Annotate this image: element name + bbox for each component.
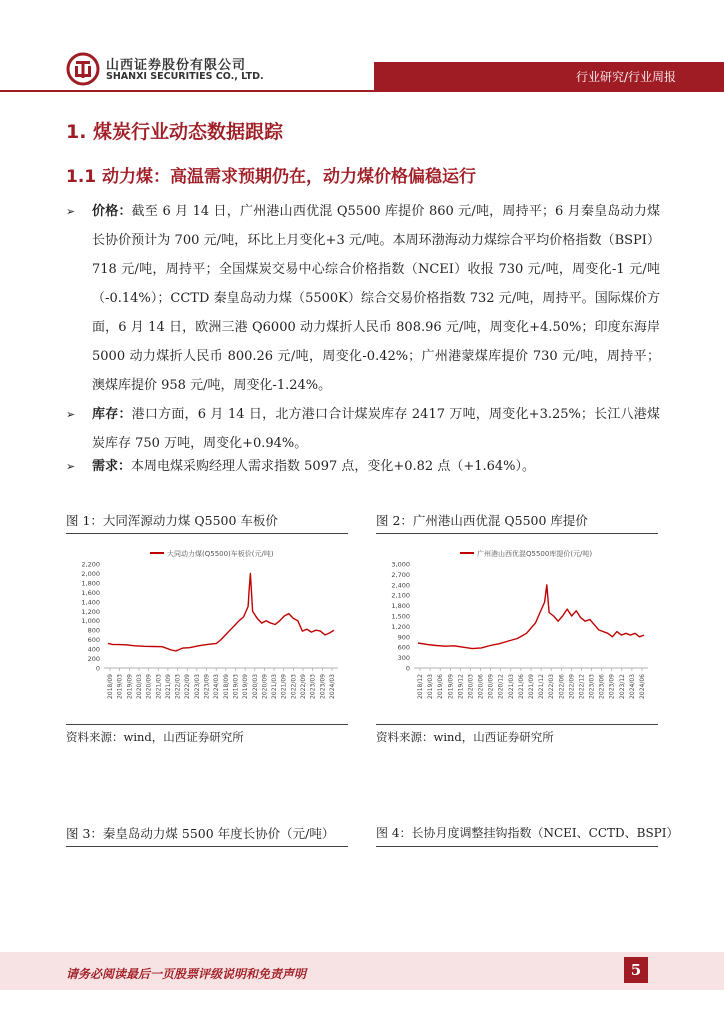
chart-1-x-tick: 2018/09	[107, 674, 114, 699]
chart-1-x-tick: 2020/03	[251, 674, 259, 699]
chart-2-x-tick: 2023/03	[588, 674, 596, 699]
chart-1-x-tick: 2021/03	[155, 674, 163, 699]
chart-2-x-tick: 2023/06	[598, 674, 606, 699]
figure-1-source: 资料来源：wind，山西证券研究所	[66, 730, 244, 744]
company-logo	[66, 52, 266, 86]
chart-1-x-tick: 2023/09	[203, 674, 211, 699]
bullet-price-text: 截至 6 月 14 日，广州港山西优混 Q5500 库提价 860 元/吨，周持平；6 月秦皇岛动力煤长协价预计为 700 元/吨，环比上月变化+3 元/吨。本周环渤海动力煤综合平均价格指数（BSPI）718 元/吨，周持平；全国煤炭交易中心综合价格指数（NCEI）收报 730 元/吨，周变化-1 元/吨（-0.14%）；CCTD 秦皇岛动力煤（5500K）综合交易价格指数 732 元/吨，周持平。国际煤价方面，6 月 14 日，欧洲三港 Q6000 动力煤折人民币 808.96 元/吨，周变化+4.50%；印度东海岸 5000 动力煤折人民币 800.26 元/吨，周变化-0.42%；广州港蒙煤库提价 730 元/吨，周持平；澳煤库提价 958 元/吨，周变化-1.24%。	[92, 204, 660, 393]
chart-2-x-tick: 2020/09	[487, 674, 495, 699]
chart-2-x-tick: 2018/12	[417, 674, 424, 699]
chart-2-x-tick: 2021/06	[517, 674, 525, 699]
chart-1-x-tick: 2024/03	[213, 674, 221, 699]
chart-1-svg	[66, 538, 348, 718]
figure-1-bottom-rule	[66, 724, 348, 725]
chart-1-x-tick: 2019/09	[126, 674, 134, 699]
chart-1-y-tick: 1,400	[81, 598, 100, 607]
bullet-inventory-label: 库存：	[92, 407, 132, 422]
chart-1-x-tick: 2022/03	[174, 674, 182, 699]
chart-2-y-tick: 300	[397, 654, 410, 663]
chart-1-y-tick: 1,600	[81, 588, 100, 597]
chart-1-x-tick: 2022/03	[290, 674, 298, 699]
bullet-demand	[66, 452, 660, 481]
figure-1-top-rule	[66, 533, 348, 534]
chart-1-x-tick: 2023/09	[319, 674, 327, 699]
chart-1-x-tick: 2022/09	[184, 674, 192, 699]
chart-2-x-tick: 2023/09	[608, 674, 616, 699]
bullet-arrow-icon: ➢	[66, 205, 76, 218]
chart-1-x-tick: 2020/03	[135, 674, 143, 699]
chart-2-legend-label: 广州港山西优混Q5500库提价(元/吨)	[477, 550, 593, 558]
chart-2-x-tick: 2021/03	[507, 674, 515, 699]
chart-2-svg	[376, 538, 658, 718]
figure-1-caption: 图 1：大同浑源动力煤 Q5500 车板价	[66, 513, 278, 528]
chart-2-x-tick: 2023/12	[618, 674, 626, 699]
chart-1-series-line	[108, 574, 334, 652]
chart-1-x-tick: 2020/09	[261, 674, 269, 699]
company-name-cn: 山西证券股份有限公司	[106, 58, 247, 73]
chart-2-x-tick: 2019/09	[447, 674, 455, 699]
chart-2-x-tick: 2021/09	[528, 674, 535, 699]
chart-2-y-tick: 1,800	[391, 602, 410, 611]
chart-2-y-tick: 2,100	[391, 591, 410, 600]
figure-2-top-rule	[376, 533, 658, 534]
chart-2-y-tick: 600	[397, 643, 410, 652]
company-logo-mark-icon	[66, 52, 100, 86]
chart-2-x-tick: 2024/03	[628, 674, 636, 699]
chart-1-y-tick: 1,200	[81, 607, 100, 616]
figure-2-source: 资料来源：wind，山西证券研究所	[376, 730, 554, 744]
chart-1-y-tick: 800	[87, 626, 100, 635]
chart-1-y-tick: 1,000	[81, 617, 100, 626]
chart-2-y-tick: 1,500	[391, 612, 410, 621]
chart-2-x-tick: 2020/03	[467, 674, 475, 699]
figure-3-top-rule	[66, 846, 348, 847]
figure-2-caption: 图 2：广州港山西优混 Q5500 库提价	[376, 513, 588, 528]
chart-2-x-tick: 2022/06	[558, 674, 566, 699]
chart-1-x-tick: 2023/03	[193, 674, 201, 699]
chart-2-x-tick: 2019/06	[437, 674, 445, 699]
company-name-en: SHANXI SECURITIES CO., LTD.	[106, 71, 264, 82]
chart-2-x-tick: 2021/12	[538, 674, 546, 699]
chart-1-x-tick: 2019/03	[116, 674, 124, 699]
bullet-inventory-text: 港口方面，6 月 14 日，北方港口合计煤炭库存 2417 万吨，周变化+3.25%；长江八港煤炭库存 750 万吨，周变化+0.94%。	[92, 407, 660, 451]
chart-2-x-tick: 2022/12	[578, 674, 586, 699]
chart-1-x-tick: 2023/03	[309, 674, 317, 699]
report-type: 行业研究/行业周报	[575, 70, 676, 84]
bullet-demand-label: 需求：	[92, 459, 132, 474]
chart-1-x-tick: 2024/03	[329, 674, 336, 699]
bullet-price	[66, 197, 660, 400]
chart-2-y-tick: 3,000	[391, 560, 410, 569]
footer-disclaimer: 请务必阅读最后一页股票评级说明和免责声明	[66, 967, 307, 981]
bullet-arrow-icon: ➢	[66, 408, 76, 421]
figure-4-caption: 图 4：长协月度调整挂钩指数（NCEI、CCTD、BSPI）	[376, 826, 679, 840]
chart-2-y-tick: 2,400	[391, 581, 410, 590]
report-type-band	[374, 62, 724, 90]
chart-2-x-tick: 2019/03	[427, 674, 435, 699]
figure-2-chart	[376, 538, 658, 718]
chart-2-series-line	[418, 585, 644, 649]
section-heading: 1. 煤炭行业动态数据跟踪	[66, 121, 284, 143]
figure-4-top-rule	[376, 846, 658, 847]
chart-1-y-tick: 400	[87, 645, 100, 654]
chart-1-x-tick: 2021/09	[280, 674, 288, 699]
chart-2-x-tick: 2019/12	[457, 674, 465, 699]
chart-2-y-tick: 1,200	[391, 622, 410, 631]
header-divider	[0, 90, 724, 92]
chart-1-y-tick: 600	[87, 636, 100, 645]
chart-2-x-tick: 2024/06	[639, 674, 646, 699]
chart-1-x-tick: 2019/03	[232, 674, 240, 699]
chart-1-y-tick: 2,000	[81, 569, 100, 578]
page-number: 5	[624, 957, 648, 983]
chart-2-x-tick: 2022/09	[568, 674, 576, 699]
figure-2-bottom-rule	[376, 724, 658, 725]
chart-1-x-tick: 2019/09	[242, 674, 250, 699]
bullet-demand-text: 本周电煤采购经理人需求指数 5097 点，变化+0.82 点（+1.64%）。	[131, 459, 536, 474]
chart-1-y-tick: 0	[95, 664, 100, 673]
chart-2-y-tick: 2,700	[391, 570, 410, 579]
chart-2-x-tick: 2020/06	[477, 674, 485, 699]
subsection-heading: 1.1 动力煤：高温需求预期仍在，动力煤价格偏稳运行	[66, 167, 477, 187]
chart-2-y-tick: 0	[405, 664, 410, 673]
chart-1-x-tick: 2021/03	[271, 674, 279, 699]
chart-2-y-tick: 900	[397, 633, 410, 642]
chart-1-y-tick: 1,800	[81, 579, 100, 588]
chart-1-legend-label: 大同动力煤(Q5500)车板价(元/吨)	[167, 550, 274, 558]
chart-1-x-tick: 2021/09	[164, 674, 172, 699]
figure-1-chart	[66, 538, 348, 718]
chart-1-x-tick: 2022/09	[300, 674, 308, 699]
chart-1-y-tick: 2,200	[81, 560, 100, 569]
bullet-arrow-icon: ➢	[66, 460, 76, 473]
chart-2-x-tick: 2022/03	[548, 674, 556, 699]
chart-2-x-tick: 2020/12	[497, 674, 505, 699]
bullet-inventory	[66, 400, 660, 458]
figure-3-caption: 图 3：秦皇岛动力煤 5500 年度长协价（元/吨）	[66, 826, 335, 841]
bullet-price-label: 价格：	[92, 204, 132, 219]
chart-1-x-tick: 2018/09	[222, 674, 230, 699]
chart-1-x-tick: 2020/09	[145, 674, 153, 699]
chart-1-y-tick: 200	[87, 655, 100, 664]
